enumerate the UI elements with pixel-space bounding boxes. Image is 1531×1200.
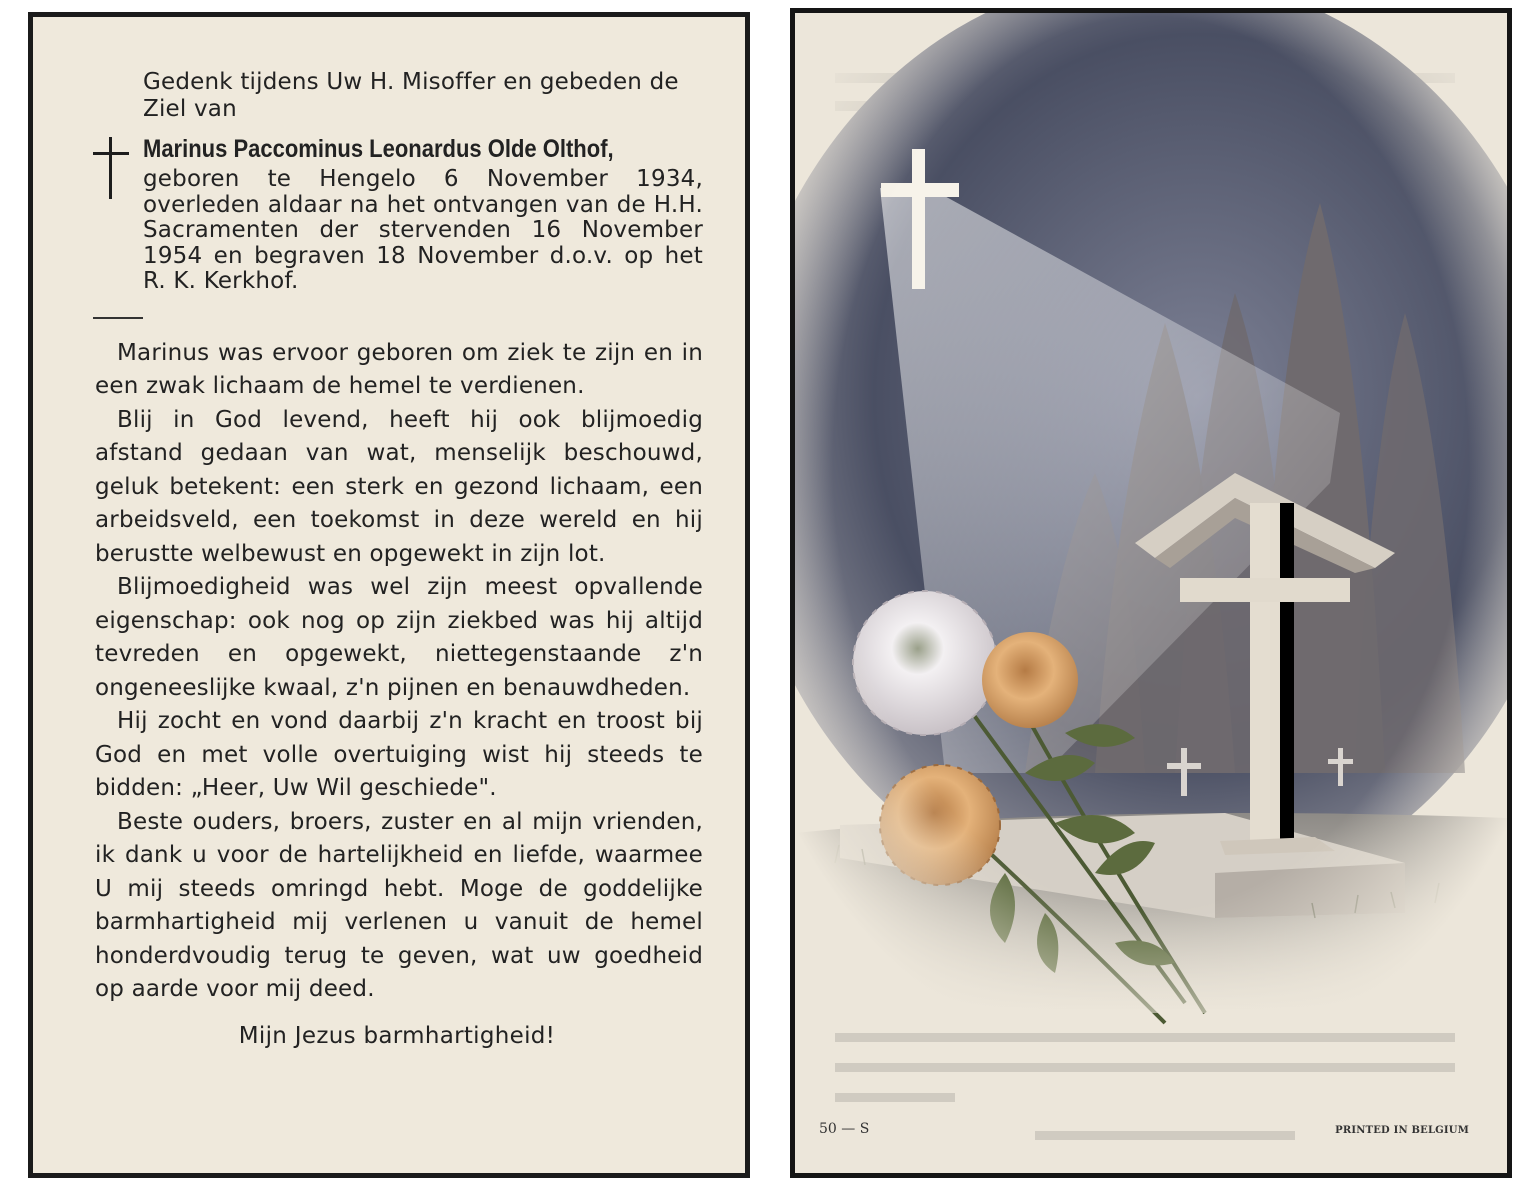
intro-text: Gedenk tijdens Uw H. Misoffer en gebeden de Ziel van (143, 69, 679, 122)
biography: geboren te Hengelo 6 November 1934, overleden aldaar na het ontvangen van de H.H. Sacramenten der stervenden 16 November 1954 en begraven 18 November d.o.v. op het R. K. Kerkhof. (143, 166, 703, 294)
deceased-name: Marinus Paccominus Leonardus Olde Olthof, (143, 135, 614, 163)
paragraph: Blijmoedigheid was wel zijn meest opvallende eigenschap: ook nog op zijn ziekbed was hij altijd tevreden en opgewekt, niettegenstaande z'n ongeneeslijke kwaal, z'n pijnen en benauwdheden. (95, 574, 703, 701)
printed-in-label: PRINTED IN BELGIUM (1335, 1125, 1469, 1136)
memorial-text (91, 337, 703, 1007)
paragraph: Marinus was ervoor geboren om ziek te zijn en in een zwak lichaam de hemel te verdienen. (95, 339, 703, 399)
paragraph: Beste ouders, broers, zuster en al mijn vrienden, ik dank u voor de hartelijkheid en liefde, waarmee U mij steeds omringd hebt. Moge de goddelijke barmhartigheid mij verlenen u vanuit de hemel honderdvoudig terug te geven, wat uw goedheid op aarde voor mij deed. (95, 808, 703, 1002)
deceased-section (91, 133, 703, 295)
divider (93, 317, 143, 319)
paragraph: Hij zocht en vond daarbij z'n kracht en troost bij God en met volle overtuiging wist hij steeds te bidden: „Heer, Uw Wil geschiede". (95, 708, 703, 801)
text-block (91, 69, 703, 1049)
cross-icon (93, 137, 129, 199)
vignette (795, 13, 1507, 1013)
memorial-picture-card (790, 8, 1512, 1178)
memorial-text-card (28, 12, 750, 1178)
closing-prayer: Mijn Jezus barmhartigheid! (238, 1022, 556, 1049)
print-code: 50 — S (819, 1121, 870, 1137)
grave-illustration (795, 13, 1507, 1173)
paragraph: Blij in God levend, heeft hij ook blijmoedig afstand gedaan van wat, menselijk beschouwd, geluk betekent: een sterk en gezond lichaam, een arbeidsveld, een toekomst in deze wereld en hij berustte welbewust en opgewekt in zijn lot. (95, 406, 703, 567)
